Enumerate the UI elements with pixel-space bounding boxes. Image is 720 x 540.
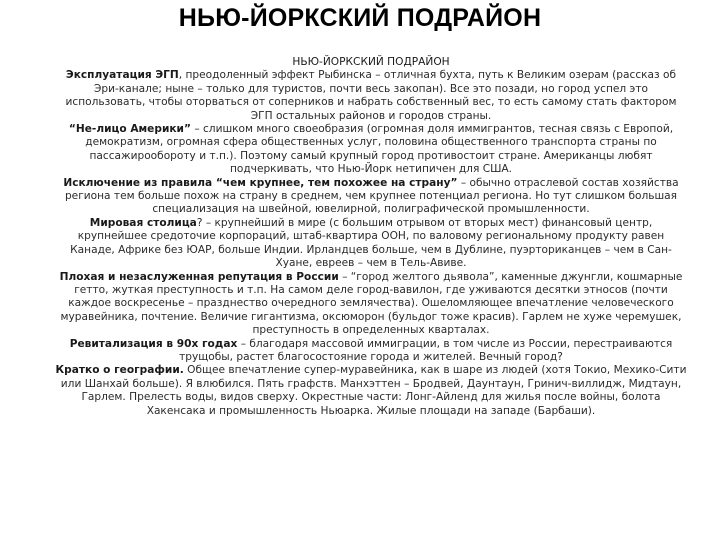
paragraph-lead: Ревитализация в 90х годах — [69, 337, 238, 350]
paragraph-text: – обычно отраслевой состав хозяйства региона тем больше похож на страну в среднем, чем крупнее потенциал региона. Но тут слишком большая специализация на швейной, ювелирной, полиграфической промышленности. — [64, 176, 679, 216]
paragraph-text: – “город желтого дьявола”, каменные джунгли, кошмарные гетто, жуткая преступность и т.п. На самом деле город-вавилон, где уживаются десятки этносов (почти каждое воскресенье – празднество очередного землячества). Ошеломляющее впечатление человеческого муравейника, почтение. Величие гигантизма, оксюморон (бульдог тоже красив). Гарлем не хуже черемушек, преступность в определенных кварталах. — [60, 270, 683, 337]
paragraph-lead: Кратко о географии. — [55, 364, 184, 377]
paragraph-exception-rule — [54, 177, 688, 217]
paragraph-text: Общее впечатление супер-муравейника, как в шаре из людей (хотя Токио, Мехико-Сити или Шанхай больше). Я влюбился. Пять графств. Манхэттен – Бродвей, Даунтаун, Гринич-виллидж, Мидтаун, Гарлем. Прелесть воды, видов сверху. Окрестные части: Лонг-Айленд для жилья после войны, болота Хакенсака и промышленность Ньюарка. Жилые площади на западе (Барбаши). — [60, 364, 687, 417]
paragraph-revitalization — [54, 338, 688, 365]
slide-title: НЬЮ-ЙОРКСКИЙ ПОДРАЙОН — [178, 4, 542, 32]
paragraph-not-face-of-america — [54, 123, 688, 177]
slide-body — [54, 56, 688, 418]
paragraph-text: , преодоленный эффект Рыбинска – отличная бухта, путь к Великим озерам (рассказ об Эри-канале; ныне – только для туристов, почти весь закопан). Все это позади, но город успел это использовать, чтобы оторваться от соперников и набрать собственный вес, то есть самому стать фактором ЭГП остальных районов и городов страны. — [65, 69, 677, 122]
paragraph-lead: Плохая и незаслуженная репутация в России — [59, 270, 339, 283]
paragraph-text: – слишком много своеобразия (огромная доля иммигрантов, тесная связь с Европой, демократизм, огромная сфера общественных услуг, половина общественного транспорта страны по пассажирообороту и т.п.). Поэтому самый крупный город противостоит стране. Американцы любят подчеркивать, что Нью-Йорк нетипичен для США. — [85, 123, 674, 176]
paragraph-lead: Эксплуатация ЭГП — [65, 69, 179, 82]
paragraph-geography — [54, 364, 688, 418]
paragraph-text: – благодаря массовой иммиграции, в том числе из России, перестраиваются трущобы, растет благосостояние города и жителей. Вечный город? — [179, 337, 673, 363]
paragraph-lead: “Не-лицо Америки” — [68, 123, 191, 136]
paragraph-reputation — [54, 271, 688, 338]
paragraph-world-capital — [54, 217, 688, 271]
paragraph-lead: Мировая столица — [89, 216, 197, 229]
paragraph-lead: Исключение из правила “чем крупнее, тем похожее на страну” — [63, 176, 458, 189]
paragraph-egp — [54, 69, 688, 123]
paragraph-text: ? – крупнейший в мире (с большим отрывом от вторых мест) финансовый центр, крупнейшее средоточие корпораций, штаб-квартира ООН, по валовому региональному продукту равен Канаде, Африке без ЮАР, больше Индии. Ирландцев больше, чем в Дублине, пуэрториканцев – чем в Сан-Хуане, евреев – чем в Тель-Авиве. — [70, 216, 672, 270]
body-subheading: НЬЮ-ЙОРКСКИЙ ПОДРАЙОН — [292, 56, 450, 68]
